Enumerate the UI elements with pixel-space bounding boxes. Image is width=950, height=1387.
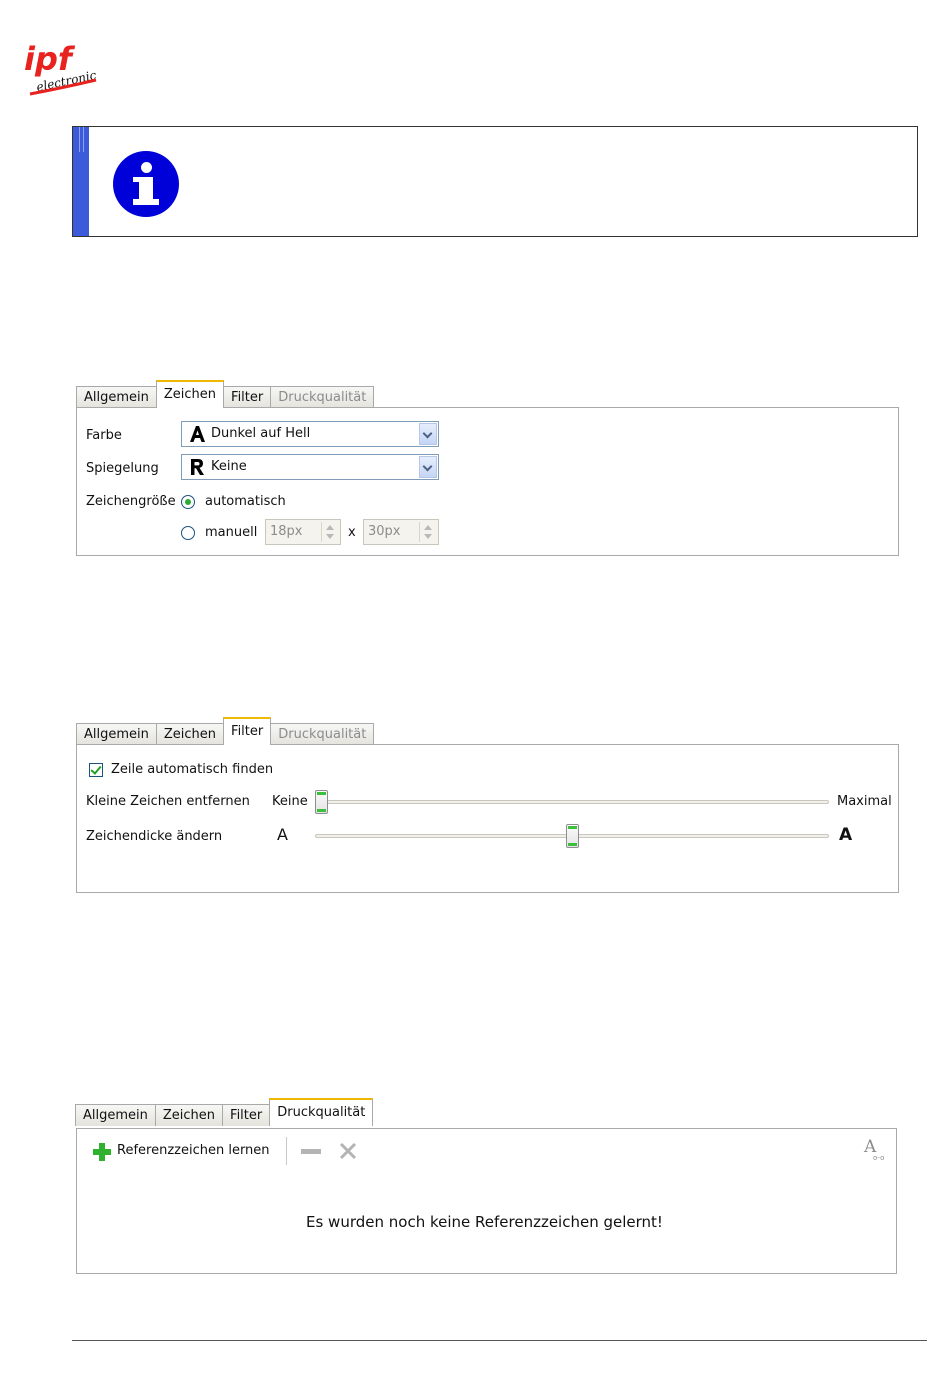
zeichendicke-slider-thumb[interactable] <box>566 824 579 848</box>
character-preview-icon[interactable]: A o-o <box>864 1137 885 1162</box>
druckqualitaet-panel <box>75 1098 898 1274</box>
tab-zeichen[interactable]: Zeichen <box>156 380 224 408</box>
toolbar-separator <box>286 1137 287 1165</box>
mirror-icon <box>189 458 205 476</box>
spinner-arrows-icon[interactable] <box>419 522 436 542</box>
farbe-value: Dunkel auf Hell <box>211 426 311 441</box>
company-logo <box>22 40 102 98</box>
tab-filter[interactable]: Filter <box>223 386 271 408</box>
width-spinner[interactable] <box>265 519 341 545</box>
empty-state-message: Es wurden noch keine Referenzzeichen gelernt! <box>306 1213 663 1231</box>
dark-on-light-icon <box>189 425 205 443</box>
height-spinner[interactable] <box>363 519 439 545</box>
kleine-max-label: Maximal <box>837 794 892 809</box>
zeile-finden-label: Zeile automatisch finden <box>111 762 274 777</box>
delete-all-icon[interactable] <box>338 1141 358 1161</box>
tab-content <box>76 744 899 893</box>
kleine-zeichen-label: Kleine Zeichen entfernen <box>86 794 250 809</box>
manual-size-radio[interactable] <box>181 526 195 540</box>
spiegelung-label: Spiegelung <box>86 461 159 476</box>
chevron-down-icon[interactable] <box>419 456 437 478</box>
zeichengroesse-label: Zeichengröße <box>86 494 176 509</box>
add-icon <box>93 1143 111 1161</box>
info-icon <box>113 151 179 217</box>
logo-brand: ipf <box>24 40 72 78</box>
tab-bar <box>76 380 373 408</box>
tab-allgemein[interactable]: Allgemein <box>75 1104 156 1126</box>
height-value: 30px <box>368 524 401 539</box>
tab-bar <box>76 717 373 745</box>
kleine-zeichen-track[interactable] <box>315 800 829 804</box>
logo-subtitle: electronic <box>35 67 98 95</box>
bold-a-icon: A <box>839 825 853 845</box>
tab-allgemein[interactable]: Allgemein <box>76 386 157 408</box>
kleine-min-label: Keine <box>272 794 308 809</box>
auto-size-label: automatisch <box>205 494 286 509</box>
remove-icon[interactable] <box>301 1149 321 1154</box>
tab-zeichen[interactable]: Zeichen <box>155 1104 223 1126</box>
tab-content <box>76 407 899 556</box>
tab-filter[interactable]: Filter <box>222 1104 270 1126</box>
filter-settings-panel <box>76 717 899 893</box>
spiegelung-value: Keine <box>211 459 247 474</box>
farbe-select[interactable] <box>181 421 439 447</box>
footer-divider <box>72 1340 927 1341</box>
spiegelung-select[interactable] <box>181 454 439 480</box>
zeichendicke-label: Zeichendicke ändern <box>86 829 223 844</box>
tab-zeichen[interactable]: Zeichen <box>156 723 224 745</box>
spinner-arrows-icon[interactable] <box>321 522 338 542</box>
tab-content <box>76 1128 897 1274</box>
info-note-box <box>72 126 918 237</box>
tab-allgemein[interactable]: Allgemein <box>76 723 157 745</box>
ipf-logo-graphic <box>22 40 102 98</box>
chevron-down-icon[interactable] <box>419 423 437 445</box>
tab-druckqualitaet: Druckqualität <box>270 386 374 408</box>
times-label: x <box>348 525 356 540</box>
tab-filter[interactable]: Filter <box>223 717 271 745</box>
learn-reference-label: Referenzzeichen lernen <box>117 1143 270 1158</box>
kleine-zeichen-slider-thumb[interactable] <box>315 790 328 814</box>
tab-druckqualitaet[interactable]: Druckqualität <box>269 1098 373 1126</box>
tab-bar <box>75 1098 372 1126</box>
learn-reference-button[interactable] <box>91 1141 271 1163</box>
zeichen-settings-panel <box>76 380 899 556</box>
zeile-finden-checkbox[interactable] <box>89 763 103 777</box>
tab-druckqualitaet: Druckqualität <box>270 723 374 745</box>
thin-a-icon: A <box>277 825 288 844</box>
auto-size-radio[interactable] <box>181 495 195 509</box>
width-value: 18px <box>270 524 303 539</box>
manual-size-label: manuell <box>205 525 258 540</box>
farbe-label: Farbe <box>86 428 122 443</box>
info-accent-bar <box>73 127 89 236</box>
